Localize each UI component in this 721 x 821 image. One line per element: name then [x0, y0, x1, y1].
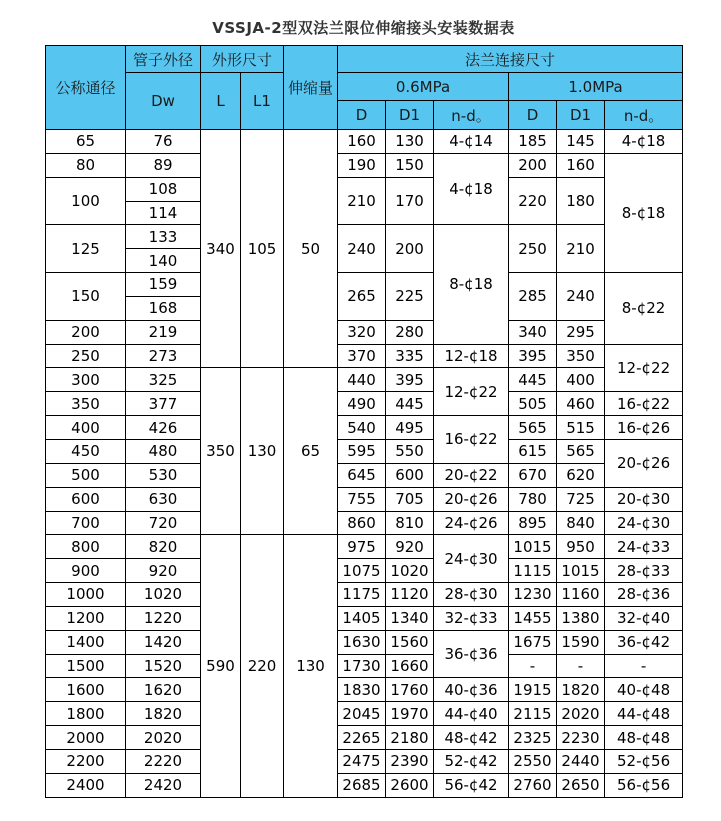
table-cell: 24-¢30: [434, 535, 509, 583]
table-cell: 565: [557, 439, 605, 463]
table-cell: 48-¢48: [605, 726, 683, 750]
table-cell: 105: [241, 130, 284, 368]
table-cell: 225: [386, 273, 434, 321]
table-cell: 515: [557, 416, 605, 440]
table-cell: 1800: [46, 702, 126, 726]
table-cell: 1820: [126, 702, 201, 726]
table-cell: 56-¢56: [605, 773, 683, 797]
table-row: [46, 559, 683, 583]
table-cell: 565: [509, 416, 557, 440]
table-cell: 2020: [557, 702, 605, 726]
table-cell: 950: [557, 535, 605, 559]
table-cell: 200: [386, 225, 434, 273]
table-cell: 1230: [509, 583, 557, 607]
table-cell: 265: [338, 273, 386, 321]
table-cell: 600: [46, 487, 126, 511]
table-cell: 1520: [126, 654, 201, 678]
table-cell: 295: [557, 320, 605, 344]
table-cell: 44-¢40: [434, 702, 509, 726]
table-row: [46, 535, 683, 559]
table-cell: 89: [126, 153, 201, 177]
table-cell: 350: [201, 368, 241, 535]
table-cell: 220: [509, 177, 557, 225]
table-cell: 1760: [386, 678, 434, 702]
table-cell: 755: [338, 487, 386, 511]
header-l1: L1: [241, 73, 284, 130]
table-cell: 350: [46, 392, 126, 416]
table-row: [46, 726, 683, 750]
table-cell: 65: [46, 130, 126, 154]
table-cell: 1970: [386, 702, 434, 726]
table-cell: 240: [338, 225, 386, 273]
table-cell: 400: [46, 416, 126, 440]
table-cell: 4-¢18: [605, 130, 683, 154]
table-cell: 20-¢30: [605, 487, 683, 511]
table-cell: 240: [557, 273, 605, 321]
table-cell: 480: [126, 439, 201, 463]
table-cell: 130: [284, 535, 338, 797]
table-cell: 32-¢40: [605, 606, 683, 630]
table-row: [46, 487, 683, 511]
table-cell: 440: [338, 368, 386, 392]
table-cell: 1200: [46, 606, 126, 630]
table-cell: 810: [386, 511, 434, 535]
table-cell: 395: [386, 368, 434, 392]
table-cell: 1340: [386, 606, 434, 630]
table-cell: 2550: [509, 749, 557, 773]
table-cell: 445: [386, 392, 434, 416]
table-cell: 2400: [46, 773, 126, 797]
table-cell: 12-¢22: [605, 344, 683, 392]
table-cell: -: [605, 654, 683, 678]
table-cell: 1590: [557, 630, 605, 654]
table-cell: 24-¢33: [605, 535, 683, 559]
header-expansion-amount: 伸缩量: [284, 46, 338, 130]
table-cell: 495: [386, 416, 434, 440]
table-cell: 108: [126, 177, 201, 201]
table-row: [46, 511, 683, 535]
table-cell: 48-¢42: [434, 726, 509, 750]
header-d-06: D: [338, 101, 386, 130]
table-cell: 2600: [386, 773, 434, 797]
table-cell: 16-¢22: [434, 416, 509, 464]
table-cell: 150: [46, 273, 126, 321]
table-cell: 40-¢36: [434, 678, 509, 702]
header-nd-10: n-d。: [605, 101, 683, 130]
table-cell: -: [509, 654, 557, 678]
table-cell: 860: [338, 511, 386, 535]
table-cell: 24-¢26: [434, 511, 509, 535]
header-pipe-outer-diameter: 管子外径: [126, 46, 201, 73]
table-cell: 28-¢36: [605, 583, 683, 607]
table-cell: 140: [126, 249, 201, 273]
table-cell: 2440: [557, 749, 605, 773]
table-cell: 24-¢30: [605, 511, 683, 535]
table-cell: 370: [338, 344, 386, 368]
table-row: [46, 654, 683, 678]
table-cell: 2325: [509, 726, 557, 750]
table-cell: 2475: [338, 749, 386, 773]
table-row: [46, 368, 683, 392]
table-cell: 1020: [126, 583, 201, 607]
table-cell: 1220: [126, 606, 201, 630]
table-cell: 16-¢26: [605, 416, 683, 440]
table-cell: 500: [46, 463, 126, 487]
table-cell: 590: [201, 535, 241, 797]
table-cell: 32-¢33: [434, 606, 509, 630]
table-cell: 1175: [338, 583, 386, 607]
table-cell: 12-¢22: [434, 368, 509, 416]
table-cell: 2390: [386, 749, 434, 773]
table-cell: 210: [557, 225, 605, 273]
table-cell: 44-¢48: [605, 702, 683, 726]
table-cell: 130: [241, 368, 284, 535]
table-cell: 8-¢18: [434, 225, 509, 344]
table-cell: 1160: [557, 583, 605, 607]
table-row: [46, 225, 683, 249]
table-cell: 40-¢48: [605, 678, 683, 702]
table-cell: 1020: [386, 559, 434, 583]
table-cell: 20-¢26: [434, 487, 509, 511]
table-cell: 325: [126, 368, 201, 392]
table-cell: 145: [557, 130, 605, 154]
table-cell: 1730: [338, 654, 386, 678]
table-cell: 460: [557, 392, 605, 416]
table-cell: 1115: [509, 559, 557, 583]
table-cell: 645: [338, 463, 386, 487]
table-row: [46, 583, 683, 607]
header-outline-dimensions: 外形尺寸: [201, 46, 284, 73]
table-cell: 56-¢42: [434, 773, 509, 797]
table-cell: 540: [338, 416, 386, 440]
table-cell: 530: [126, 463, 201, 487]
table-cell: 250: [46, 344, 126, 368]
table-cell: 190: [338, 153, 386, 177]
table-cell: 133: [126, 225, 201, 249]
table-cell: 920: [126, 559, 201, 583]
table-cell: 280: [386, 320, 434, 344]
table-row: [46, 153, 683, 177]
table-cell: 1000: [46, 583, 126, 607]
table-cell: 2420: [126, 773, 201, 797]
table-cell: 2000: [46, 726, 126, 750]
table-cell: 895: [509, 511, 557, 535]
table-cell: 28-¢30: [434, 583, 509, 607]
table-row: [46, 416, 683, 440]
header-d1-06: D1: [386, 101, 434, 130]
table-cell: 445: [509, 368, 557, 392]
header-dw: Dw: [126, 73, 201, 130]
table-cell: 720: [126, 511, 201, 535]
table-cell: 1015: [509, 535, 557, 559]
table-cell: 2200: [46, 749, 126, 773]
table-cell: 20-¢22: [434, 463, 509, 487]
table-cell: 65: [284, 368, 338, 535]
table-cell: 185: [509, 130, 557, 154]
table-header: [46, 46, 683, 130]
table-cell: 1915: [509, 678, 557, 702]
table-cell: 1600: [46, 678, 126, 702]
table-cell: 300: [46, 368, 126, 392]
table-row: [46, 773, 683, 797]
table-cell: 377: [126, 392, 201, 416]
table-cell: 1455: [509, 606, 557, 630]
table-cell: 900: [46, 559, 126, 583]
table-cell: 670: [509, 463, 557, 487]
table-cell: 1820: [557, 678, 605, 702]
table-cell: 550: [386, 439, 434, 463]
table-cell: 8-¢22: [605, 273, 683, 345]
table-cell: 395: [509, 344, 557, 368]
table-cell: 840: [557, 511, 605, 535]
table-cell: 400: [557, 368, 605, 392]
table-cell: 2115: [509, 702, 557, 726]
table-cell: 1500: [46, 654, 126, 678]
table-cell: 50: [284, 130, 338, 368]
table-row: [46, 749, 683, 773]
table-row: [46, 630, 683, 654]
table-cell: 975: [338, 535, 386, 559]
table-cell: 505: [509, 392, 557, 416]
table-cell: 220: [241, 535, 284, 797]
table-cell: 76: [126, 130, 201, 154]
table-cell: 28-¢33: [605, 559, 683, 583]
table-cell: 16-¢22: [605, 392, 683, 416]
table-cell: 200: [46, 320, 126, 344]
table-cell: 490: [338, 392, 386, 416]
table-row: [46, 439, 683, 463]
table-cell: -: [557, 654, 605, 678]
table-cell: 170: [386, 177, 434, 225]
table-cell: 180: [557, 177, 605, 225]
header-d-10: D: [509, 101, 557, 130]
table-row: [46, 463, 683, 487]
table-cell: 800: [46, 535, 126, 559]
table-cell: 114: [126, 201, 201, 225]
table-cell: 1420: [126, 630, 201, 654]
table-cell: 820: [126, 535, 201, 559]
table-cell: 4-¢14: [434, 130, 509, 154]
table-body: [46, 130, 683, 798]
table-cell: 426: [126, 416, 201, 440]
table-cell: 1830: [338, 678, 386, 702]
table-cell: 36-¢36: [434, 630, 509, 678]
table-cell: 450: [46, 439, 126, 463]
table-cell: 340: [201, 130, 241, 368]
table-cell: 125: [46, 225, 126, 273]
table-cell: 2265: [338, 726, 386, 750]
table-cell: 340: [509, 320, 557, 344]
table-row: [46, 678, 683, 702]
table-cell: 1120: [386, 583, 434, 607]
header-0-6mpa: 0.6MPa: [338, 73, 509, 101]
table-cell: 320: [338, 320, 386, 344]
table-cell: 12-¢18: [434, 344, 509, 368]
table-row: [46, 130, 683, 154]
table-cell: 1405: [338, 606, 386, 630]
table-cell: 700: [46, 511, 126, 535]
table-cell: 1560: [386, 630, 434, 654]
table-cell: 80: [46, 153, 126, 177]
table-cell: 780: [509, 487, 557, 511]
header-nominal-diameter: 公称通径: [46, 46, 126, 130]
table-cell: 630: [126, 487, 201, 511]
header-d1-10: D1: [557, 101, 605, 130]
table-cell: 20-¢26: [605, 439, 683, 487]
table-cell: 620: [557, 463, 605, 487]
table-row: [46, 702, 683, 726]
table-cell: 52-¢42: [434, 749, 509, 773]
table-cell: 36-¢42: [605, 630, 683, 654]
table-cell: 1660: [386, 654, 434, 678]
table-cell: 705: [386, 487, 434, 511]
table-cell: 1675: [509, 630, 557, 654]
table-cell: 160: [338, 130, 386, 154]
table-row: [46, 606, 683, 630]
table-cell: 2685: [338, 773, 386, 797]
table-cell: 2220: [126, 749, 201, 773]
table-cell: 595: [338, 439, 386, 463]
page-title: VSSJA-2型双法兰限位伸缩接头安装数据表: [212, 19, 515, 37]
table-cell: 725: [557, 487, 605, 511]
table-row: [46, 320, 683, 344]
table-cell: 2020: [126, 726, 201, 750]
table-cell: 130: [386, 130, 434, 154]
table-cell: 159: [126, 273, 201, 297]
table-cell: 615: [509, 439, 557, 463]
table-cell: 285: [509, 273, 557, 321]
table-cell: 335: [386, 344, 434, 368]
table-cell: 219: [126, 320, 201, 344]
table-cell: 1015: [557, 559, 605, 583]
header-row: [46, 73, 683, 101]
table-cell: 2045: [338, 702, 386, 726]
header-nd-06: n-d。: [434, 101, 509, 130]
table-cell: 150: [386, 153, 434, 177]
table-cell: 100: [46, 177, 126, 225]
table-cell: 2180: [386, 726, 434, 750]
table-cell: 2760: [509, 773, 557, 797]
table-row: [46, 344, 683, 368]
table-cell: 350: [557, 344, 605, 368]
table-cell: 200: [509, 153, 557, 177]
table-cell: 2230: [557, 726, 605, 750]
table-cell: 168: [126, 296, 201, 320]
table-cell: 52-¢56: [605, 749, 683, 773]
table-cell: 1380: [557, 606, 605, 630]
table-cell: 250: [509, 225, 557, 273]
table-row: [46, 177, 683, 201]
table-cell: 160: [557, 153, 605, 177]
header-l: L: [201, 73, 241, 130]
table-cell: 8-¢18: [605, 153, 683, 272]
table-row: [46, 273, 683, 297]
table-cell: 600: [386, 463, 434, 487]
table-cell: 920: [386, 535, 434, 559]
table-cell: 1075: [338, 559, 386, 583]
table-cell: 2650: [557, 773, 605, 797]
header-flange-connection-dimensions: 法兰连接尺寸: [338, 46, 683, 73]
table-cell: 1400: [46, 630, 126, 654]
data-table: [45, 45, 683, 798]
table-cell: 4-¢18: [434, 153, 509, 225]
header-row: [46, 46, 683, 73]
table-cell: 273: [126, 344, 201, 368]
table-cell: 1630: [338, 630, 386, 654]
header-1-0mpa: 1.0MPa: [509, 73, 683, 101]
table-row: [46, 392, 683, 416]
table-cell: 210: [338, 177, 386, 225]
table-cell: 1620: [126, 678, 201, 702]
